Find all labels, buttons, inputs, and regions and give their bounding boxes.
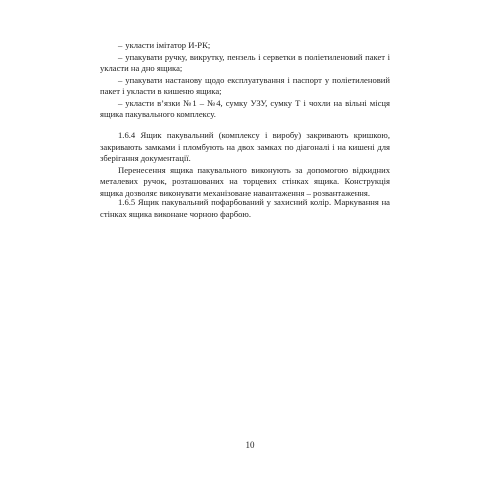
section-1-6-4 (100, 130, 390, 199)
list-item (100, 40, 390, 52)
list-item-text: упакувати настанову щодо експлуатування і паспорт у поліетиленовий пакет і укласти в кишеню ящика; (100, 74, 390, 96)
list-dash: – (118, 51, 123, 62)
paragraph-closing-box: 1.6.4 Ящик пакувальний (комплексу і виробу) закривають кришкою, закривають замками і пломбують на двох замках по діагоналі і на кишені для зберігання документації. (100, 130, 390, 163)
list-item-text: укласти імітатор И-РК; (125, 40, 211, 50)
page-number: 10 (245, 440, 255, 450)
list-item (100, 75, 390, 98)
packing-instructions-list (100, 40, 390, 121)
section-1-6-5 (100, 197, 390, 220)
list-dash: – (118, 74, 123, 85)
list-item (100, 98, 390, 121)
list-dash: – (118, 40, 123, 50)
paragraph-carrying-box: Перенесення ящика пакувального виконують за допомогою відкидних металевих ручок, розташованих на торцевих стінках ящика. Конструкція ящика дозволяє виконувати механізоване навантаження – розвантаження. (100, 164, 390, 198)
list-item-text: укласти в’язки №1 – №4, сумку УЗУ, сумку Т і чохли на вільні місця ящика пакувального комплексу. (100, 97, 390, 119)
list-item-text: упакувати ручку, викрутку, пензель і серветки в поліетиленовий пакет і укласти на дно ящика; (100, 51, 390, 73)
paragraph-box-color: 1.6.5 Ящик пакувальний пофарбований у захисний колір. Маркування на стінках ящика виконане чорною фарбою. (100, 197, 390, 219)
list-item (100, 52, 390, 75)
list-dash: – (118, 97, 123, 108)
